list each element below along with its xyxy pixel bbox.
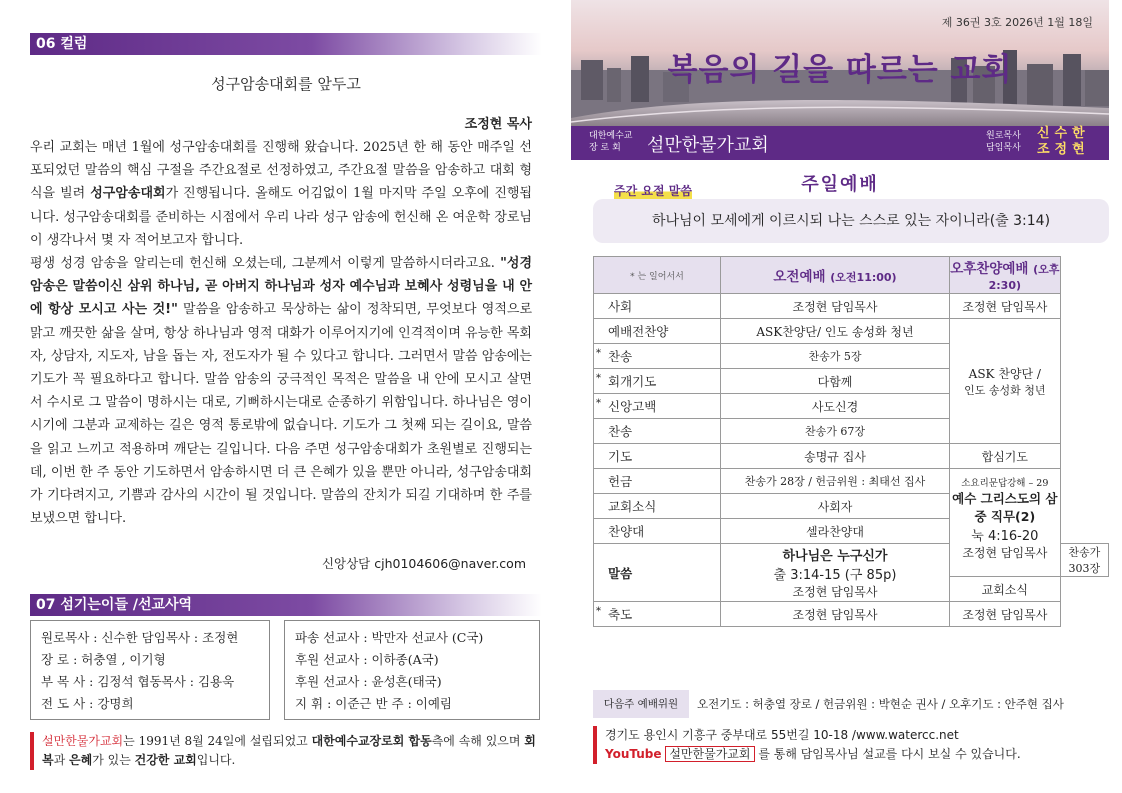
missionary-line: 후원 선교사 : 이하종(A국) <box>295 652 439 667</box>
mission-section-bar <box>30 594 542 616</box>
staff-box <box>30 620 270 720</box>
order-item: 말씀 <box>594 544 721 602</box>
pm-cell: 교회소식 <box>950 577 1061 602</box>
am-sermon-cell: 하나님은 누구신가 출 3:14-15 (구 85p) 조정현 담임목사 <box>721 544 950 602</box>
church-intro-note: 설만한물가교회는 1991년 8월 24일에 설립되었고 대한예수교장로회 합동측에 속해 있으며 회복과 은혜가 있는 건강한 교회입니다. <box>30 732 540 770</box>
order-item: 기도 <box>594 444 721 469</box>
table-header-row <box>594 257 1109 294</box>
am-cell: 찬송가 28장 / 헌금위원 : 최태선 집사 <box>721 469 950 494</box>
youtube-logo: YouTube <box>605 747 662 761</box>
am-cell: ASK찬양단/ 인도 송성화 청년 <box>721 319 950 344</box>
am-cell: 송명규 집사 <box>721 444 950 469</box>
standing-note: * 는 일어서서 <box>630 272 684 282</box>
worship-title: 주일예배 <box>801 174 879 195</box>
pm-service-header: 오후찬양예배 (오후2:30) <box>950 261 1060 292</box>
pm-cell: 합심기도 <box>950 444 1061 469</box>
table-row <box>594 294 1109 319</box>
staff-line: 원로목사 : 신수한 담임목사 : 조정현 <box>41 630 239 645</box>
pm-cell: 조정현 담임목사 <box>950 294 1061 319</box>
staff-line: 장 로 : 허충열 , 이기형 <box>41 652 166 667</box>
issue-date: 제 36권 3호 2026년 1월 18일 <box>941 16 1093 29</box>
column-section-bar <box>30 33 542 55</box>
next-week-servers <box>593 690 1109 718</box>
column-author: 조정현 목사 <box>464 117 532 132</box>
am-cell: 찬송가 5장 <box>721 344 950 369</box>
weekly-verse-label: 주간 요절 말씀 <box>614 184 692 198</box>
pm-praise-cell: ASK 찬양단 / 인도 송성화 청년 <box>950 319 1061 444</box>
missionary-line: 지 휘 : 이준근 반 주 : 이예림 <box>295 696 452 711</box>
am-cell: 사회자 <box>721 494 950 519</box>
youtube-channel-link[interactable]: 설만한물가교회 <box>665 746 754 762</box>
order-item: 헌금 <box>594 469 721 494</box>
address-line: 경기도 용인시 기흥구 중부대로 55번길 10-18 /www.watercc.net <box>605 728 959 742</box>
church-address <box>593 726 1109 764</box>
staff-line: 부 목 사 : 김정석 협동목사 : 김용욱 <box>41 674 235 689</box>
bulletin-banner <box>571 0 1109 126</box>
am-cell: 셀라찬양대 <box>721 519 950 544</box>
order-item: 사회 <box>594 294 721 319</box>
worship-order-table <box>593 256 1109 627</box>
pm-cell: 찬송가 303장 <box>1060 544 1108 577</box>
church-name: 설만한물가교회 <box>647 135 769 156</box>
pm-cell: 조정현 담임목사 <box>950 602 1061 627</box>
table-row <box>594 602 1109 627</box>
pastor-roles: 원로목사 담임목사 <box>986 131 1021 153</box>
denomination: 대한예수교 장 로 회 <box>589 131 633 153</box>
next-week-text: 오전기도 : 허충열 장로 / 헌금위원 : 박현순 권사 / 오후기도 : 안주현 집사 <box>697 697 1064 711</box>
column-paragraph-1: 우리 교회는 매년 1월에 성구암송대회를 진행해 왔습니다. 2025년 한 해 동안 매주일 선포되었던 말씀의 핵심 구절을 주간요절로 선정하였고, 주간요절 말씀을 암송하고 대회 형식을 빌려 성구암송대회가 진행됩니다. 올해도 어김없이 1월 마지막 주일 오후에 진행됩니다. 성구암송대회를 준비하는 시점에서 우리 나라 성구 암송에 헌신해 온 여운학 장로님이 생각나서 몇 자 적어보고자 합니다. <box>30 140 532 248</box>
church-bar <box>571 126 1109 160</box>
order-item: 예배전찬양 <box>594 319 721 344</box>
youtube-line: YouTube 설만한물가교회 를 통해 담임목사님 설교를 다시 보실 수 있습니다. <box>605 747 1021 761</box>
weekly-verse: 하나님이 모세에게 이르시되 나는 스스로 있는 자이니라(출 3:14) <box>593 199 1109 243</box>
next-week-label: 다음주 예배위원 <box>593 690 689 718</box>
am-cell: 다함께 <box>721 369 950 394</box>
staff-line: 전 도 사 : 강명희 <box>41 696 134 711</box>
table-row <box>594 444 1109 469</box>
missionary-box <box>284 620 540 720</box>
column-title: 성구암송대회를 앞두고 <box>211 75 361 93</box>
order-item: 찬양대 <box>594 519 721 544</box>
missionary-line: 파송 선교사 : 박만자 선교사 (C국) <box>295 630 484 645</box>
pm-sermon-cell: 소요리문답강해 – 29 예수 그리스도의 삼중 직무(2) 눅 4:16-20 조정현 담임목사 <box>950 469 1061 577</box>
column-signature: 신앙상담 cjh0104606@naver.com <box>321 556 526 571</box>
column-paragraph-2: 평생 성경 암송을 알리는데 헌신해 오셨는데, 그분께서 이렇게 말씀하시더라고요. "성경암송은 말씀이신 삼위 하나님, 곧 아버지 하나님과 성자 예수님과 보혜사 성령님을 내 안에 항상 모시고 사는 것!" 말씀을 암송하고 묵상하는 삶이 정착되면, 무엇보다 영적으로 맑고 깨끗한 삶을 살며, 항상 하나님과 영적 대화가 이루어지기에 인격적이며 유능한 목회자, 상담자, 지도자, 남을 돕는 자, 전도자가 될 수 있다고 합니다. 그러면서 말씀 암송에는 기도가 꼭 필요하다고 합니다. 말씀 암송의 궁극적인 목적은 말씀을 내 안에 모시고 살면서 수시로 그 말씀이 명하시는 대로, 기뻐하시는대로 순종하기 위함입니다. 하나님은 영이시기에 그분과 교제하는 길은 영적 통로밖에 없습니다. 기도가 그 첫째 되는 길이요, 말씀을 읽고 느끼고 적용하며 깨닫는 길입니다. 다음 주면 성구암송대회가 초원별로 진행되는데, 이번 한 주 동안 기도하면서 암송하시면 더 큰 은혜가 있을 뿐만 아니라, 성구암송대회가 기다려지고, 기쁨과 감사의 시간이 될 것입니다. 말씀의 잔치가 되길 기대하며 한 주를 보냈으면 합니다. <box>30 256 532 527</box>
column-body <box>30 136 532 530</box>
order-item: 교회소식 <box>594 494 721 519</box>
order-item: * 신앙고백 <box>594 394 721 419</box>
am-cell: 조정현 담임목사 <box>721 602 950 627</box>
pastor-names: 신수한 조정현 <box>1037 126 1090 157</box>
bulletin-title: 복음의 길을 따르는 교회 <box>667 52 1013 88</box>
order-item: * 회개기도 <box>594 369 721 394</box>
table-row <box>594 469 1109 494</box>
am-cell: 조정현 담임목사 <box>721 294 950 319</box>
mission-section-label: 07 섬기는이들 /선교사역 <box>36 597 193 613</box>
missionary-line: 후원 선교사 : 윤성흔(태국) <box>295 674 442 689</box>
am-cell: 사도신경 <box>721 394 950 419</box>
column-section-label: 06 컬럼 <box>36 36 88 52</box>
order-item: * 찬송 <box>594 344 721 369</box>
table-row <box>594 319 1109 344</box>
order-item: 찬송 <box>594 419 721 444</box>
am-service-header: 오전예배 (오전11:00) <box>773 269 897 285</box>
am-cell: 찬송가 67장 <box>721 419 950 444</box>
order-item: * 축도 <box>594 602 721 627</box>
